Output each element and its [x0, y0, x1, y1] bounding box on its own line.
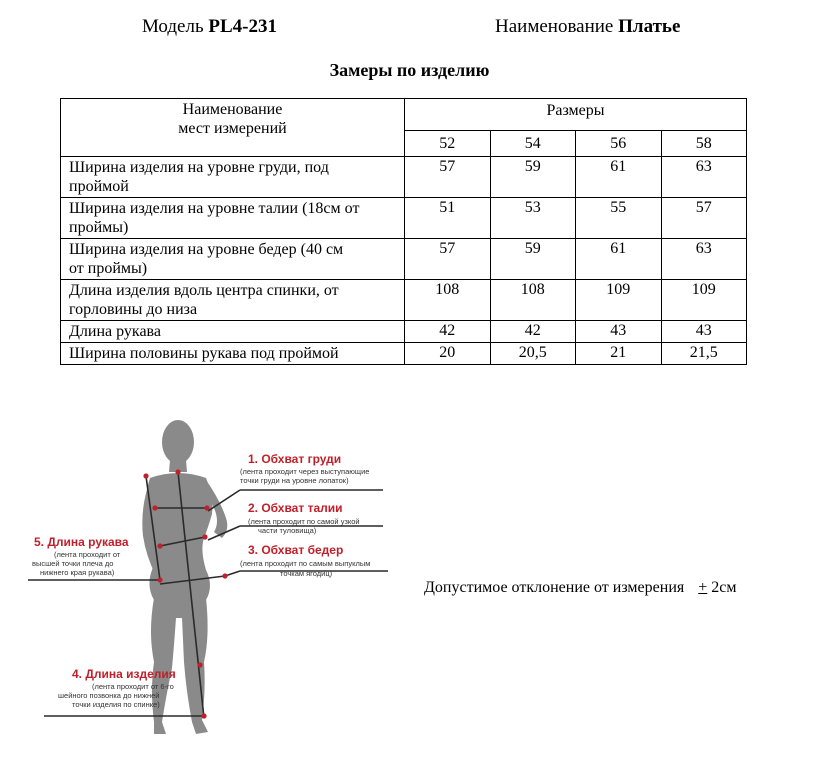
row-label: Ширина половины рукава под проймой	[61, 343, 405, 365]
row-label	[61, 198, 405, 239]
hip-title: 3. Обхват бедер	[248, 543, 344, 557]
bust-note: точки груди на уровне лопаток)	[240, 476, 349, 485]
value-cell: 43	[576, 321, 662, 343]
value-cell: 55	[576, 198, 662, 239]
sizes-header: Размеры	[405, 99, 747, 131]
tolerance-note	[424, 579, 737, 597]
row-label-line1: Ширина изделия на уровне груди, под	[69, 159, 329, 176]
table-row	[61, 321, 747, 343]
table-row	[61, 157, 747, 198]
size-header-56: 56	[576, 131, 662, 157]
plus-minus-sign: +	[698, 579, 708, 596]
sleeve-title: 5. Длина рукава	[34, 535, 129, 549]
table-row	[61, 343, 747, 365]
name-label: Наименование	[495, 16, 614, 37]
value-cell: 63	[661, 239, 747, 280]
row-label-line2: проймой	[69, 178, 129, 195]
measurement-figure	[0, 400, 420, 760]
value-cell: 53	[490, 198, 576, 239]
waist-title: 2. Обхват талии	[248, 501, 343, 515]
row-label	[61, 157, 405, 198]
value-cell: 63	[661, 157, 747, 198]
value-cell: 109	[576, 280, 662, 321]
sleeve-note: (лента проходит от	[54, 550, 121, 559]
value-cell: 51	[405, 198, 491, 239]
model-value: PL4-231	[208, 16, 277, 37]
value-cell: 20	[405, 343, 491, 365]
value-cell: 61	[576, 157, 662, 198]
row-label	[61, 280, 405, 321]
measurements-table	[60, 98, 747, 365]
hip-note: точкам ягодиц)	[280, 569, 333, 578]
sleeve-note: нижнего края рукава)	[40, 568, 115, 577]
table-row	[61, 198, 747, 239]
length-note: шейного позвонка до нижней	[58, 691, 160, 700]
table-row	[61, 280, 747, 321]
measure-header-cell	[61, 99, 405, 157]
value-cell: 57	[405, 239, 491, 280]
hip-note: (лента проходит по самым выпуклым	[240, 559, 371, 568]
row-label-line2: от проймы)	[69, 260, 148, 277]
row-label: Длина рукава	[61, 321, 405, 343]
value-cell: 20,5	[490, 343, 576, 365]
value-cell: 42	[490, 321, 576, 343]
value-cell: 57	[661, 198, 747, 239]
table-row	[61, 239, 747, 280]
value-cell: 57	[405, 157, 491, 198]
value-cell: 109	[661, 280, 747, 321]
row-label-line1: Ширина изделия на уровне бедер (40 см	[69, 241, 344, 258]
page-title: Замеры по изделию	[329, 60, 490, 80]
length-title: 4. Длина изделия	[72, 667, 176, 681]
size-header-54: 54	[490, 131, 576, 157]
value-cell: 108	[490, 280, 576, 321]
sleeve-note: высшей точки плеча до	[32, 559, 114, 568]
bust-note: (лента проходит через выступающие	[240, 467, 370, 476]
length-note: (лента проходит от 6-го	[92, 682, 174, 691]
row-label-line2: проймы)	[69, 219, 129, 236]
tolerance-text: Допустимое отклонение от измерения	[424, 579, 685, 596]
value-cell: 43	[661, 321, 747, 343]
bust-title: 1. Обхват груди	[248, 452, 342, 466]
model-label: Модель	[142, 16, 204, 37]
size-header-52: 52	[405, 131, 491, 157]
size-header-58: 58	[661, 131, 747, 157]
waist-note: части туловища)	[258, 526, 317, 535]
value-cell: 59	[490, 157, 576, 198]
measure-header-line1: Наименование	[182, 101, 283, 118]
measure-header-line2: мест измерений	[178, 120, 287, 137]
value-cell: 59	[490, 239, 576, 280]
value-cell: 108	[405, 280, 491, 321]
value-cell: 61	[576, 239, 662, 280]
name-value: Платье	[618, 16, 681, 37]
row-label	[61, 239, 405, 280]
value-cell: 21	[576, 343, 662, 365]
row-label-line2: горловины до низа	[69, 301, 198, 318]
row-label-line1: Ширина изделия на уровне талии (18см от	[69, 200, 360, 217]
value-cell: 42	[405, 321, 491, 343]
row-label-line1: Длина изделия вдоль центра спинки, от	[69, 282, 339, 299]
value-cell: 21,5	[661, 343, 747, 365]
waist-note: (лента проходит по самой узкой	[248, 517, 360, 526]
tolerance-value: 2см	[711, 579, 737, 596]
model-header	[142, 16, 277, 38]
product-name-header	[495, 16, 680, 38]
length-note: точки изделия по спинке)	[72, 700, 160, 709]
